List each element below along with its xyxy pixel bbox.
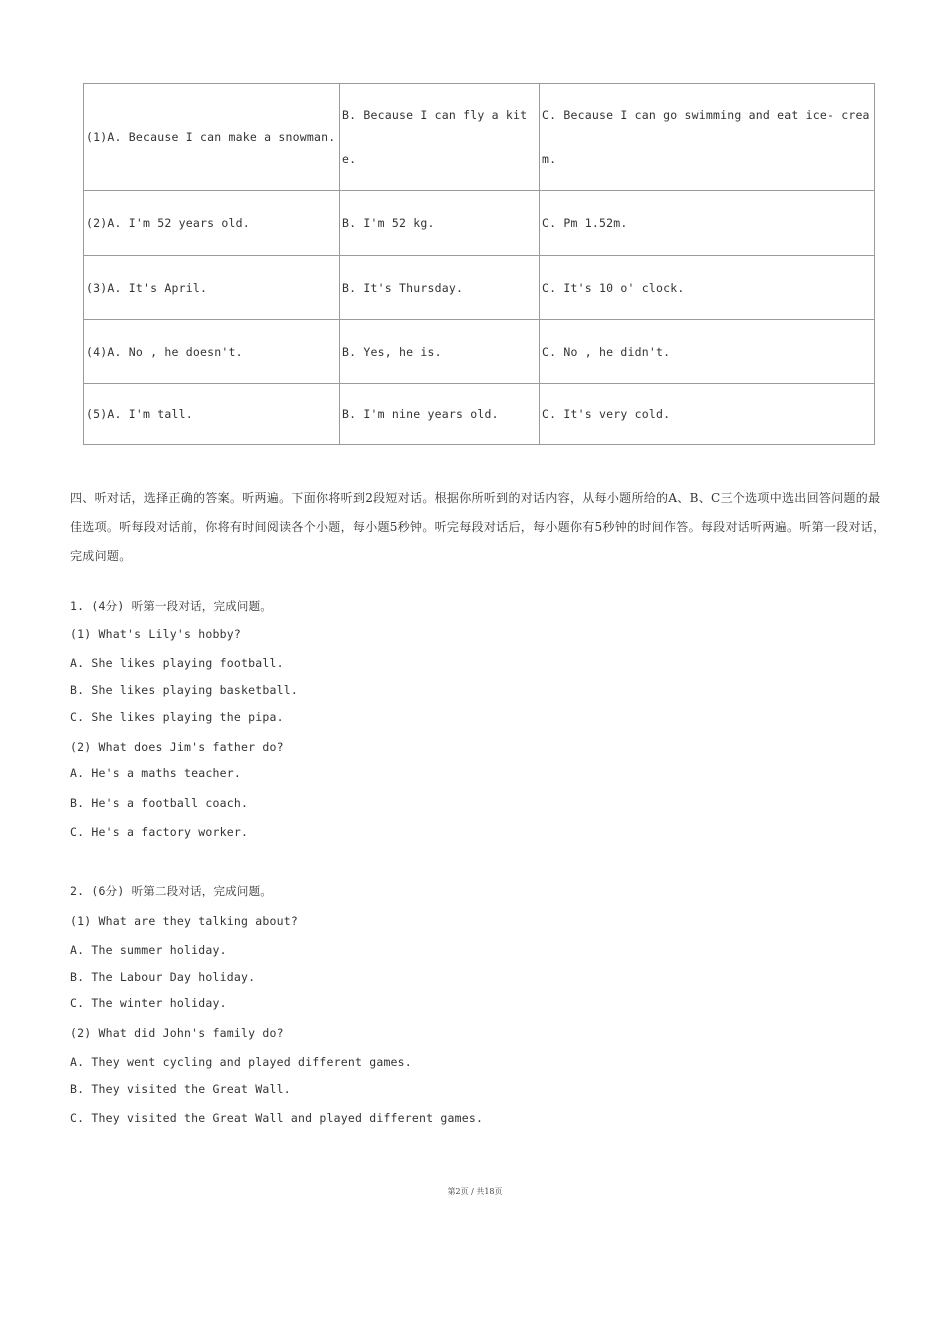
option-c: C. He's a factory worker. (70, 825, 249, 839)
table-row (84, 84, 875, 191)
option-cell: C. It's very cold. (540, 384, 875, 445)
option-c: C. She likes playing the pipa. (70, 710, 284, 724)
option-cell: C. It's 10 o' clock. (540, 256, 875, 320)
option-b: B. He's a football coach. (70, 796, 249, 810)
option-cell: B. I'm 52 kg. (340, 191, 540, 256)
option-b: B. She likes playing basketball. (70, 683, 298, 697)
table-row (84, 320, 875, 384)
option-c: C. They visited the Great Wall and played different games. (70, 1111, 484, 1125)
option-cell: C. Because I can go swimming and eat ice- cream. (540, 84, 875, 191)
question-1-2: (2) What does Jim's father do? (70, 740, 284, 754)
option-cell: B. Yes, he is. (340, 320, 540, 384)
option-cell: B. I'm nine years old. (340, 384, 540, 445)
section-4-instructions: 四、听对话，选择正确的答案。听两遍。下面你将听到2段短对话。根据你所听到的对话内容，从每小题所给的A、B、C三个选项中选出回答问题的最佳选项。听每段对话前，你将有时间阅读各个小题，每小题5秒钟。听完每段对话后，每小题你有5秒钟的时间作答。每段对话听两遍。听第一段对话，完成问题。 (70, 491, 886, 563)
question-1-title: 1. (4分) 听第一段对话，完成问题。 (70, 599, 272, 613)
table-row (84, 191, 875, 256)
page-number: 第2页 / 共18页 (447, 1187, 503, 1196)
question-2-title: 2. (6分) 听第二段对话，完成问题。 (70, 884, 272, 898)
option-cell: (1)A. Because I can make a snowman. (84, 84, 340, 191)
question-1-1: (1) What's Lily's hobby? (70, 627, 241, 641)
option-a: A. The summer holiday. (70, 943, 227, 957)
option-cell: (2)A. I'm 52 years old. (84, 191, 340, 256)
listening-options-table (83, 83, 875, 445)
question-2-2: (2) What did John's family do? (70, 1026, 284, 1040)
option-cell: B. It's Thursday. (340, 256, 540, 320)
table-row (84, 256, 875, 320)
option-cell: (5)A. I'm tall. (84, 384, 340, 445)
option-b: B. They visited the Great Wall. (70, 1082, 291, 1096)
option-c: C. The winter holiday. (70, 996, 227, 1010)
option-cell: (3)A. It's April. (84, 256, 340, 320)
option-a: A. He's a maths teacher. (70, 766, 241, 780)
option-a: A. She likes playing football. (70, 656, 284, 670)
option-cell: C. Pm 1.52m. (540, 191, 875, 256)
option-cell: (4)A. No , he doesn't. (84, 320, 340, 384)
question-2-1: (1) What are they talking about? (70, 914, 298, 928)
option-cell: B. Because I can fly a kite. (340, 84, 540, 191)
option-b: B. The Labour Day holiday. (70, 970, 256, 984)
option-a: A. They went cycling and played different games. (70, 1055, 412, 1069)
table-row (84, 384, 875, 445)
option-cell: C. No , he didn't. (540, 320, 875, 384)
